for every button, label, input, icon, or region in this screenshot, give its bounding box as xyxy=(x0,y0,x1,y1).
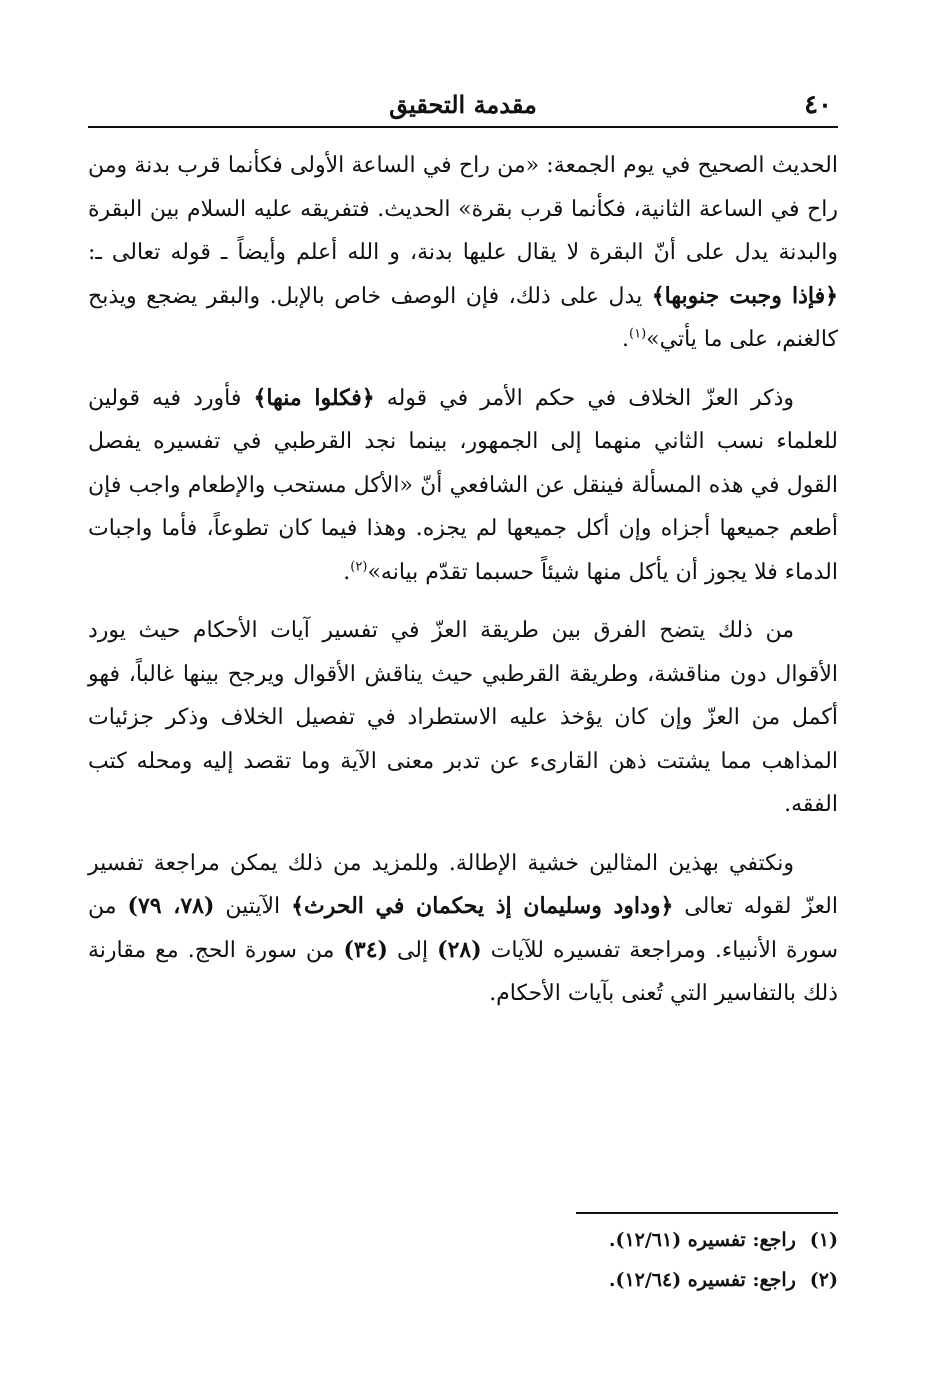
footnote-text: راجع: تفسيره (١٢/٦١). xyxy=(608,1229,796,1251)
text-run: ونكتفي بهذين المثالين خشية الإطالة. وللمزيد من ذلك يمكن مراجعة تفسير العزّ لقوله تعالى xyxy=(88,850,838,919)
quranic-quote: (٧٨، ٧٩) xyxy=(127,893,215,919)
footnote xyxy=(88,1260,838,1300)
text-run: الآيتين xyxy=(214,894,292,919)
text-run: وذكر العزّ الخلاف في حكم الأمر في قوله xyxy=(374,385,794,411)
text-run: من ذلك يتضح الفرق بين طريقة العزّ في تفسير آيات الأحكام حيث يورد الأقوال دون مناقشة، وطريقة القرطبي حيث يناقش الأقوال ويرجح بينها غالباً، فهو أكمل من العزّ وإن كان يؤخذ عليه الاستطراد في تفصيل الخلاف وذكر جزئيات المذاهب مما يشتت ذهن القارىء عن تدبر معنى الآية وما تقصد إليه ومحله كتب الفقه. xyxy=(88,618,838,817)
footnote-number: (١) xyxy=(809,1229,838,1251)
body-text xyxy=(88,144,838,1016)
text-run: الحديث الصحيح في يوم الجمعة: «من راح في الساعة الأولى فكأنما قرب بدنة ومن راح في الساعة الثانية، فكأنما قرب بقرة» الحديث. فتفريقه عليه السلام بين البقرة والبدنة يدل على أنّ البقرة لا يقال عليها بدنة، و الله أعلم وأيضاً ـ قوله تعالى ـ: xyxy=(88,153,838,265)
paragraph xyxy=(88,609,838,827)
quranic-quote: (٢٨) xyxy=(437,936,482,963)
footnote-ref: (٢) xyxy=(350,559,368,575)
quranic-quote: ﴿فإذا وجبت جنوبها﴾ xyxy=(651,282,839,309)
footnote-divider xyxy=(576,1212,838,1214)
text-run: إلى xyxy=(387,937,438,963)
footnote xyxy=(88,1220,838,1260)
quranic-quote: (٣٤) xyxy=(343,936,388,963)
text-run: فأورد فيه قولين للعلماء نسب الثاني منهما إلى الجمهور، بينما نجد القرطبي في تفسيره يفصل القول في هذه المسألة فينقل عن الشافعي أنّ «الأكل مستحب والإطعام واجب فإن أطعم جميعها أجزاه وإن أكل جميعها لم يجزه. وهذا فيما كان تطوعاً، فأما واجبات الدماء فلا يجوز أن يأكل منها شيئاً حسبما تقدّم بيانه» xyxy=(88,385,838,585)
paragraph xyxy=(88,377,838,595)
quranic-quote: ﴿وداود وسليمان إذ يحكمان في الحرث﴾ xyxy=(291,893,674,919)
footnotes xyxy=(88,1220,838,1300)
quranic-quote: ﴿فكلوا منها﴾ xyxy=(253,384,375,411)
footnote-text: راجع: تفسيره (١٢/٦٤). xyxy=(608,1269,796,1291)
footnote-ref: (١) xyxy=(629,326,647,342)
page-number: ٤٠ xyxy=(804,90,832,120)
text-run: يدل على ذلك، فإن الوصف خاص بالإبل. والبقر يضجع ويذبح كالغنم، على ما يأتي» xyxy=(88,283,838,352)
paragraph xyxy=(88,842,838,1016)
paragraph xyxy=(88,144,838,362)
text-run: . xyxy=(622,327,630,352)
footnote-number: (٢) xyxy=(809,1269,838,1291)
text-run: من سورة الحج. مع مقارنة ذلك بالتفاسير التي تُعنى بآيات الأحكام. xyxy=(88,937,838,1006)
text-run: . xyxy=(343,559,351,585)
text-run: من سورة الأنبياء. ومراجعة تفسيره للآيات xyxy=(88,894,838,963)
page-header xyxy=(88,80,838,128)
running-title: مقدمة التحقيق xyxy=(389,90,537,119)
book-page xyxy=(88,80,838,1330)
